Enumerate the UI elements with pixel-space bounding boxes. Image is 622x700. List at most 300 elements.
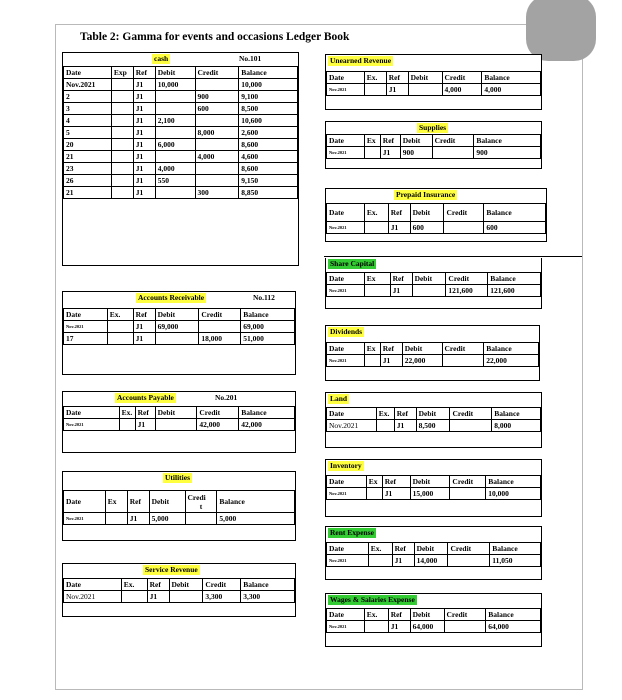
ledger-name: Accounts Payable — [117, 393, 174, 402]
table-cell: 22,000 — [402, 355, 442, 367]
table-cell: Credit — [432, 135, 474, 147]
table-cell — [450, 420, 492, 432]
table-cell: 3,300 — [241, 591, 295, 603]
table-cell: Ex — [105, 491, 127, 513]
table-cell: J1 — [135, 419, 155, 431]
table-cell: Debit — [416, 408, 450, 420]
table-header-row — [327, 343, 539, 355]
table-header-row — [64, 579, 295, 591]
account-number: No.201 — [215, 393, 238, 402]
table-cell: 900 — [474, 147, 541, 159]
table-cell: 21 — [64, 187, 112, 199]
table-cell: 600 — [410, 222, 444, 234]
table-header-row — [327, 543, 541, 555]
supplies-ledger — [325, 121, 542, 169]
table-cell: Nov.2021 — [327, 420, 377, 432]
table-cell: Balance — [484, 204, 546, 222]
table-cell — [444, 621, 486, 633]
table-cell: 14,000 — [414, 555, 448, 567]
table-cell: 3,300 — [203, 591, 241, 603]
table-cell: Ex — [364, 343, 380, 355]
table-cell: Debit — [400, 135, 432, 147]
table-cell — [195, 163, 239, 175]
table-cell: 8,850 — [239, 187, 298, 199]
table-cell: Ref — [386, 72, 408, 84]
table-cell — [366, 488, 382, 500]
table-cell — [364, 355, 380, 367]
table-cell: 4,000 — [195, 151, 239, 163]
table-cell — [111, 163, 133, 175]
table-row — [327, 621, 541, 633]
table-cell: 5 — [64, 127, 112, 139]
supplies-table — [326, 134, 541, 159]
table-cell: J1 — [133, 333, 155, 345]
table-cell: Ref — [388, 204, 410, 222]
table-cell — [121, 591, 147, 603]
table-cell: Credit — [442, 343, 484, 355]
accounts-payable-ledger — [62, 391, 296, 453]
table-row — [327, 555, 541, 567]
ledger-name: Service Revenue — [145, 565, 198, 574]
table-cell — [195, 115, 239, 127]
table-cell: 2,100 — [155, 115, 195, 127]
table-cell: J1 — [133, 115, 155, 127]
table-row — [64, 163, 298, 175]
table-cell: 69,000 — [241, 321, 295, 333]
table-row — [327, 285, 541, 297]
table-cell: Ex. — [107, 309, 133, 321]
table-cell: 5,000 — [217, 513, 295, 525]
table-cell: J1 — [133, 91, 155, 103]
table-row — [327, 420, 541, 432]
table-cell: 8,000 — [195, 127, 239, 139]
table-row — [64, 187, 298, 199]
table-cell: Nov.2021 — [64, 321, 108, 333]
table-cell: 121,600 — [488, 285, 541, 297]
ledger-name: Wages & Salaries Expense — [330, 595, 415, 604]
table-cell: Ref — [382, 476, 410, 488]
table-cell: Ex. — [364, 609, 388, 621]
ledger-name: Supplies — [419, 123, 447, 132]
table-cell — [155, 91, 195, 103]
table-cell: Credit — [444, 609, 486, 621]
table-cell: J1 — [133, 321, 155, 333]
table-header-row — [327, 72, 541, 84]
table-cell — [111, 139, 133, 151]
table-cell: Debit — [410, 204, 444, 222]
table-cell: J1 — [394, 420, 416, 432]
ledger-page — [55, 24, 583, 690]
table-cell: 4,000 — [442, 84, 482, 96]
table-cell — [185, 513, 217, 525]
table-cell: 2 — [64, 91, 112, 103]
table-cell: 21 — [64, 151, 112, 163]
table-cell: Ex. — [364, 204, 388, 222]
table-cell — [169, 591, 203, 603]
ledger-name: Inventory — [330, 461, 362, 470]
table-cell — [364, 147, 380, 159]
table-row — [64, 103, 298, 115]
table-cell: Balance — [484, 343, 539, 355]
table-cell: Ref — [380, 135, 400, 147]
table-cell: 900 — [195, 91, 239, 103]
corner-tab — [526, 0, 596, 61]
table-row — [64, 127, 298, 139]
table-cell — [111, 115, 133, 127]
table-cell: 8,500 — [416, 420, 450, 432]
table-cell — [199, 321, 241, 333]
table-row — [327, 147, 541, 159]
table-cell — [155, 151, 195, 163]
table-cell: Nov.2021 — [327, 285, 365, 297]
table-cell: 600 — [195, 103, 239, 115]
table-cell: Credit — [442, 72, 482, 84]
table-cell — [111, 91, 133, 103]
table-row — [64, 91, 298, 103]
table-cell: J1 — [388, 222, 410, 234]
table-cell: Balance — [239, 407, 295, 419]
table-cell: 17 — [64, 333, 108, 345]
table-cell — [111, 127, 133, 139]
table-cell: Debit — [149, 491, 185, 513]
table-row — [64, 175, 298, 187]
table-row — [327, 222, 546, 234]
table-cell: Exp — [111, 67, 133, 79]
table-cell — [155, 419, 197, 431]
table-cell: Ref — [380, 343, 402, 355]
ledger-name: Utilities — [165, 473, 190, 482]
table-cell: Date — [327, 135, 365, 147]
table-cell: 51,000 — [241, 333, 295, 345]
table-cell: Ex. — [119, 407, 135, 419]
table-cell — [432, 147, 474, 159]
table-cell: 8,600 — [239, 163, 298, 175]
table-cell — [195, 175, 239, 187]
table-cell: J1 — [133, 127, 155, 139]
table-cell: Ex — [364, 273, 390, 285]
service-revenue-table — [63, 578, 295, 603]
table-cell: 69,000 — [155, 321, 199, 333]
table-header-row — [64, 491, 295, 513]
cash-ledger — [62, 52, 299, 266]
table-cell: Nov.2021 — [327, 621, 365, 633]
table-cell: J1 — [382, 488, 410, 500]
table-cell: Credit — [195, 67, 239, 79]
table-cell — [364, 621, 388, 633]
table-cell: Debit — [155, 309, 199, 321]
share-capital-ledger — [325, 258, 542, 309]
table-cell: Balance — [490, 543, 541, 555]
table-row — [64, 513, 295, 525]
utilities-table — [63, 490, 295, 525]
table-cell — [195, 139, 239, 151]
table-cell: J1 — [127, 513, 149, 525]
table-cell — [155, 187, 195, 199]
table-cell: Ref — [394, 408, 416, 420]
unearned-revenue-ledger — [325, 54, 542, 110]
table-cell: 10,000 — [155, 79, 195, 91]
table-cell: 64,000 — [486, 621, 541, 633]
table-cell: 8,000 — [492, 420, 541, 432]
table-cell: Ex — [364, 135, 380, 147]
table-cell: J1 — [392, 555, 414, 567]
table-cell: Date — [327, 72, 365, 84]
table-cell: Date — [327, 273, 365, 285]
table-cell — [111, 103, 133, 115]
table-row — [327, 84, 541, 96]
table-cell: Debit — [410, 609, 444, 621]
table-cell: Debit — [169, 579, 203, 591]
table-row — [64, 419, 295, 431]
account-number: No.101 — [239, 54, 262, 63]
table-cell: Credit — [444, 204, 484, 222]
table-cell: 15,000 — [410, 488, 450, 500]
table-cell: Date — [64, 309, 108, 321]
table-cell: Balance — [488, 273, 541, 285]
table-row — [64, 79, 298, 91]
table-cell: Balance — [486, 609, 541, 621]
ledger-name: Land — [330, 394, 348, 403]
table-cell — [408, 84, 442, 96]
table-cell: Ex. — [368, 543, 392, 555]
table-cell: Debit — [155, 67, 195, 79]
table-cell: Debit — [410, 476, 450, 488]
table-cell: Credit — [197, 407, 239, 419]
ledger-name: cash — [154, 54, 169, 63]
table-cell: J1 — [147, 591, 169, 603]
table-cell: Balance — [241, 309, 295, 321]
table-cell: Nov.2021 — [327, 555, 369, 567]
table-header-row — [64, 407, 295, 419]
table-cell — [450, 488, 486, 500]
cash-table — [63, 66, 298, 199]
dividends-table — [326, 342, 539, 367]
ledger-name: Accounts Receivable — [138, 293, 205, 302]
rent-expense-table — [326, 542, 541, 567]
table-cell: 64,000 — [410, 621, 444, 633]
table-header-row — [327, 273, 541, 285]
table-cell — [111, 151, 133, 163]
table-cell: Debit — [408, 72, 442, 84]
wages-salaries-ledger — [325, 593, 542, 647]
ledger-name: Rent Expense — [330, 528, 374, 537]
table-cell: Credit — [450, 408, 492, 420]
table-cell: Credit — [446, 273, 488, 285]
table-cell: 600 — [484, 222, 546, 234]
table-cell — [412, 285, 446, 297]
table-cell: Ex. — [364, 72, 386, 84]
table-cell: 18,000 — [199, 333, 241, 345]
table-cell — [368, 555, 392, 567]
table-cell: Balance — [241, 579, 295, 591]
table-cell: Date — [64, 407, 120, 419]
table-cell: Debit — [155, 407, 197, 419]
table-row — [64, 115, 298, 127]
table-cell: J1 — [380, 147, 400, 159]
table-cell — [364, 222, 388, 234]
table-row — [64, 139, 298, 151]
table-cell — [376, 420, 394, 432]
table-cell: 9,150 — [239, 175, 298, 187]
table-cell: Ref — [133, 67, 155, 79]
table-cell — [111, 79, 133, 91]
table-row — [327, 355, 539, 367]
table-cell: 10,000 — [239, 79, 298, 91]
table-cell: Balance — [482, 72, 541, 84]
land-table — [326, 407, 541, 432]
inventory-table — [326, 475, 541, 500]
table-cell: 4 — [64, 115, 112, 127]
table-cell: Nov.2021 — [64, 419, 120, 431]
table-header-row — [327, 408, 541, 420]
table-cell: Ref — [135, 407, 155, 419]
service-revenue-ledger — [62, 563, 296, 617]
table-cell: J1 — [133, 175, 155, 187]
table-cell: 8,600 — [239, 139, 298, 151]
table-cell: Date — [327, 543, 369, 555]
table-cell — [195, 79, 239, 91]
accounts-receivable-ledger — [62, 291, 296, 375]
table-cell: Ref — [147, 579, 169, 591]
table-cell: Nov.2021 — [327, 222, 365, 234]
table-cell: 6,000 — [155, 139, 195, 151]
page-title: Table 2: Gamma for events and occasions Ledger Book — [80, 31, 350, 43]
table-cell — [364, 285, 390, 297]
table-cell — [155, 127, 195, 139]
wages-salaries-table — [326, 608, 541, 633]
table-header-row — [64, 67, 298, 79]
table-cell: Date — [64, 579, 122, 591]
table-cell — [107, 321, 133, 333]
table-cell: J1 — [133, 187, 155, 199]
table-cell: Nov.2021 — [327, 147, 365, 159]
table-cell: Nov.2021 — [327, 355, 365, 367]
table-cell: 550 — [155, 175, 195, 187]
ledger-name: Prepaid Insurance — [396, 190, 456, 199]
table-cell: Nov.2021 — [327, 84, 365, 96]
table-cell: Date — [327, 408, 377, 420]
table-row — [64, 321, 295, 333]
table-cell: Balance — [217, 491, 295, 513]
table-cell: Date — [327, 343, 365, 355]
table-row — [64, 591, 295, 603]
table-cell: J1 — [380, 355, 402, 367]
table-cell: 10,600 — [239, 115, 298, 127]
table-cell: J1 — [390, 285, 412, 297]
table-header-row — [327, 204, 546, 222]
table-cell: Ref — [392, 543, 414, 555]
table-cell: 4,000 — [482, 84, 541, 96]
table-cell: 23 — [64, 163, 112, 175]
table-cell: Ex. — [121, 579, 147, 591]
table-cell: Ref — [127, 491, 149, 513]
table-cell: J1 — [133, 79, 155, 91]
table-cell: Date — [327, 204, 365, 222]
table-cell — [111, 175, 133, 187]
table-cell: 42,000 — [197, 419, 239, 431]
table-cell: J1 — [133, 139, 155, 151]
table-cell: 3 — [64, 103, 112, 115]
table-cell: Balance — [474, 135, 541, 147]
table-cell — [448, 555, 490, 567]
table-cell: J1 — [133, 103, 155, 115]
table-cell — [111, 187, 133, 199]
table-cell: Balance — [492, 408, 541, 420]
table-row — [327, 488, 541, 500]
table-cell — [105, 513, 127, 525]
table-cell: Ref — [388, 609, 410, 621]
ledger-name: Unearned Revenue — [330, 56, 392, 65]
account-number: No.112 — [253, 293, 275, 302]
table-cell: Credit — [448, 543, 490, 555]
land-ledger — [325, 392, 542, 448]
prepaid-insurance-ledger — [325, 188, 547, 242]
table-row — [64, 151, 298, 163]
table-cell: 11,050 — [490, 555, 541, 567]
inventory-ledger — [325, 459, 542, 517]
table-cell: J1 — [386, 84, 408, 96]
table-cell: 121,600 — [446, 285, 488, 297]
table-cell: 9,100 — [239, 91, 298, 103]
table-cell: Balance — [486, 476, 541, 488]
table-cell: Nov.2021 — [327, 488, 367, 500]
ledger-name: Dividends — [330, 327, 363, 336]
ledger-name: Share Capital — [330, 259, 375, 268]
table-header-row — [327, 609, 541, 621]
table-cell: J1 — [133, 151, 155, 163]
table-header-row — [327, 135, 541, 147]
table-cell: 20 — [64, 139, 112, 151]
table-cell: Ref — [390, 273, 412, 285]
table-cell: Credit — [199, 309, 241, 321]
table-cell: 4,600 — [239, 151, 298, 163]
table-cell — [444, 222, 484, 234]
table-cell: Debit — [402, 343, 442, 355]
table-cell: 26 — [64, 175, 112, 187]
table-cell: Debit — [412, 273, 446, 285]
share-capital-table — [326, 272, 541, 297]
table-cell — [155, 333, 199, 345]
table-cell — [155, 103, 195, 115]
ap-table — [63, 406, 295, 431]
table-cell: 2,600 — [239, 127, 298, 139]
prepaid-insurance-table — [326, 203, 546, 234]
table-cell: 10,000 — [486, 488, 541, 500]
table-cell: Nov.2021 — [64, 513, 106, 525]
table-cell: Ref — [133, 309, 155, 321]
table-cell: Credit — [450, 476, 486, 488]
table-cell: 5,000 — [149, 513, 185, 525]
table-cell — [107, 333, 133, 345]
table-cell: Debit — [414, 543, 448, 555]
table-cell: Ex — [366, 476, 382, 488]
table-cell: 4,000 — [155, 163, 195, 175]
table-cell: Date — [327, 609, 365, 621]
table-cell: Credi t — [185, 491, 217, 513]
table-cell: 300 — [195, 187, 239, 199]
table-cell: J1 — [133, 163, 155, 175]
table-cell: 22,000 — [484, 355, 539, 367]
table-cell: Balance — [239, 67, 298, 79]
table-cell: 42,000 — [239, 419, 295, 431]
table-cell: Date — [64, 491, 106, 513]
table-cell — [364, 84, 386, 96]
table-cell: Nov.2021 — [64, 591, 122, 603]
table-cell: Date — [327, 476, 367, 488]
ar-table — [63, 308, 295, 345]
table-header-row — [327, 476, 541, 488]
utilities-ledger — [62, 471, 296, 541]
